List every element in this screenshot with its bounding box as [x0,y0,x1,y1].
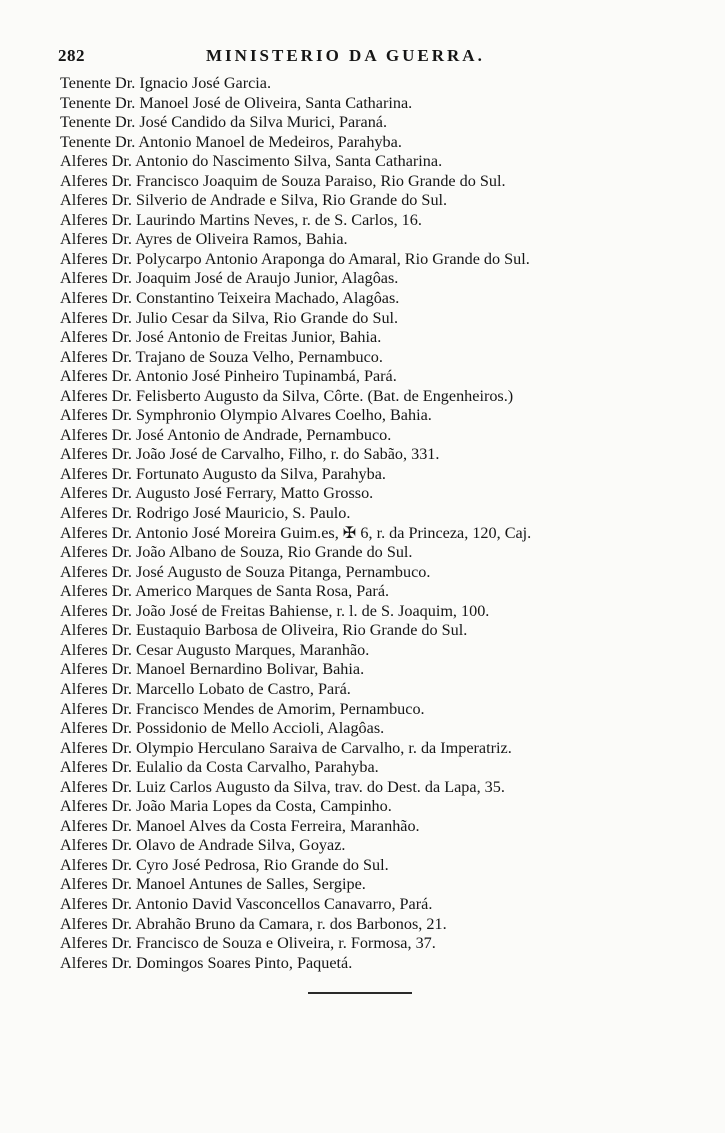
list-item: Alferes Dr. Francisco Mendes de Amorim, Pernambuco. [60,699,425,718]
list-item: Alferes Dr. Trajano de Souza Velho, Pernambuco. [60,347,383,366]
list-item: Alferes Dr. Americo Marques de Santa Rosa, Pará. [60,582,390,601]
list-item: Tenente Dr. Ignacio José Garcia. [60,74,272,92]
list-item: Alferes Dr. Polycarpo Antonio Araponga do Amaral, Rio Grande do Sul. [60,249,530,268]
list-item: Alferes Dr. Abrahão Bruno da Camara, r. dos Barbonos, 21. [60,914,447,933]
list-item: Alferes Dr. Rodrigo José Mauricio, S. Paulo. [60,504,351,523]
list-item: Alferes Dr. Marcello Lobato de Castro, Pará. [60,679,351,698]
page-header [58,46,658,68]
list-item: Alferes Dr. Laurindo Martins Neves, r. de S. Carlos, 16. [60,210,422,229]
list-item: Alferes Dr. Olavo de Andrade Silva, Goyaz. [60,836,346,855]
list-item: Alferes Dr. Julio Cesar da Silva, Rio Grande do Sul. [60,308,399,327]
list-item: Alferes Dr. Francisco de Souza e Oliveira, r. Formosa, 37. [60,934,436,953]
list-item: Alferes Dr. Silverio de Andrade e Silva, Rio Grande do Sul. [60,191,448,210]
list-item: Alferes Dr. Joaquim José de Araujo Junior, Alagôas. [60,269,399,288]
list-item: Alferes Dr. João Albano de Souza, Rio Grande do Sul. [60,543,413,562]
list-item: Alferes Dr. Cesar Augusto Marques, Maranhão. [60,640,370,659]
list-item: Alferes Dr. Antonio do Nascimento Silva, Santa Catharina. [60,152,443,171]
list-item: Alferes Dr. Felisberto Augusto da Silva, Côrte. (Bat. de Engenheiros.) [60,386,514,405]
list-item: Alferes Dr. Symphronio Olympio Alvares Coelho, Bahia. [60,406,432,425]
list-item: Alferes Dr. Manoel Alves da Costa Ferreira, Maranhão. [60,816,420,835]
list-item: Alferes Dr. Eulalio da Costa Carvalho, Parahyba. [60,758,379,777]
list-item: Alferes Dr. José Antonio de Andrade, Pernambuco. [60,425,392,444]
list-item: Alferes Dr. João José de Carvalho, Filho, r. do Sabão, 331. [60,445,440,464]
list-item: Alferes Dr. João José de Freitas Bahiense, r. l. de S. Joaquim, 100. [60,601,490,620]
list-item: Alferes Dr. Antonio José Moreira Guim.es, ✠ 6, r. da Princeza, 120, Caj. [60,523,532,542]
closing-rule [308,992,412,994]
officer-list [60,74,670,973]
list-item: Alferes Dr. Fortunato Augusto da Silva, Parahyba. [60,464,386,483]
list-item: Alferes Dr. José Antonio de Freitas Junior, Bahia. [60,328,382,347]
list-item: Alferes Dr. Antonio José Pinheiro Tupinambá, Pará. [60,367,397,386]
list-item: Alferes Dr. Francisco Joaquim de Souza Paraiso, Rio Grande do Sul. [60,171,506,190]
list-item: Alferes Dr. Cyro José Pedrosa, Rio Grande do Sul. [60,855,389,874]
running-title: MINISTERIO DA GUERRA. [206,46,485,65]
list-item: Alferes Dr. Manoel Bernardino Bolivar, Bahia. [60,660,365,679]
list-item: Tenente Dr. Antonio Manoel de Medeiros, Parahyba. [60,132,402,151]
list-item: Alferes Dr. Ayres de Oliveira Ramos, Bahia. [60,230,348,249]
list-item: Tenente Dr. Manoel José de Oliveira, Santa Catharina. [60,93,413,112]
list-item: Alferes Dr. Olympio Herculano Saraiva de Carvalho, r. da Imperatriz. [60,738,512,757]
list-item: Alferes Dr. Manoel Antunes de Salles, Sergipe. [60,875,366,894]
list-item: Tenente Dr. José Candido da Silva Murici, Paraná. [60,113,388,132]
list-item: Alferes Dr. Domingos Soares Pinto, Paquetá. [60,953,353,972]
list-item: Alferes Dr. Possidonio de Mello Accioli, Alagôas. [60,719,385,738]
page-number: 282 [58,46,85,65]
list-item: Alferes Dr. José Augusto de Souza Pitanga, Pernambuco. [60,562,431,581]
list-item: Alferes Dr. Eustaquio Barbosa de Oliveira, Rio Grande do Sul. [60,621,468,640]
list-item: Alferes Dr. Antonio David Vasconcellos Canavarro, Pará. [60,894,433,913]
list-item: Alferes Dr. Constantino Teixeira Machado, Alagôas. [60,289,400,308]
list-item: Alferes Dr. Augusto José Ferrary, Matto Grosso. [60,484,374,503]
list-item: Alferes Dr. João Maria Lopes da Costa, Campinho. [60,797,392,816]
list-item: Alferes Dr. Luiz Carlos Augusto da Silva, trav. do Dest. da Lapa, 35. [60,777,505,796]
